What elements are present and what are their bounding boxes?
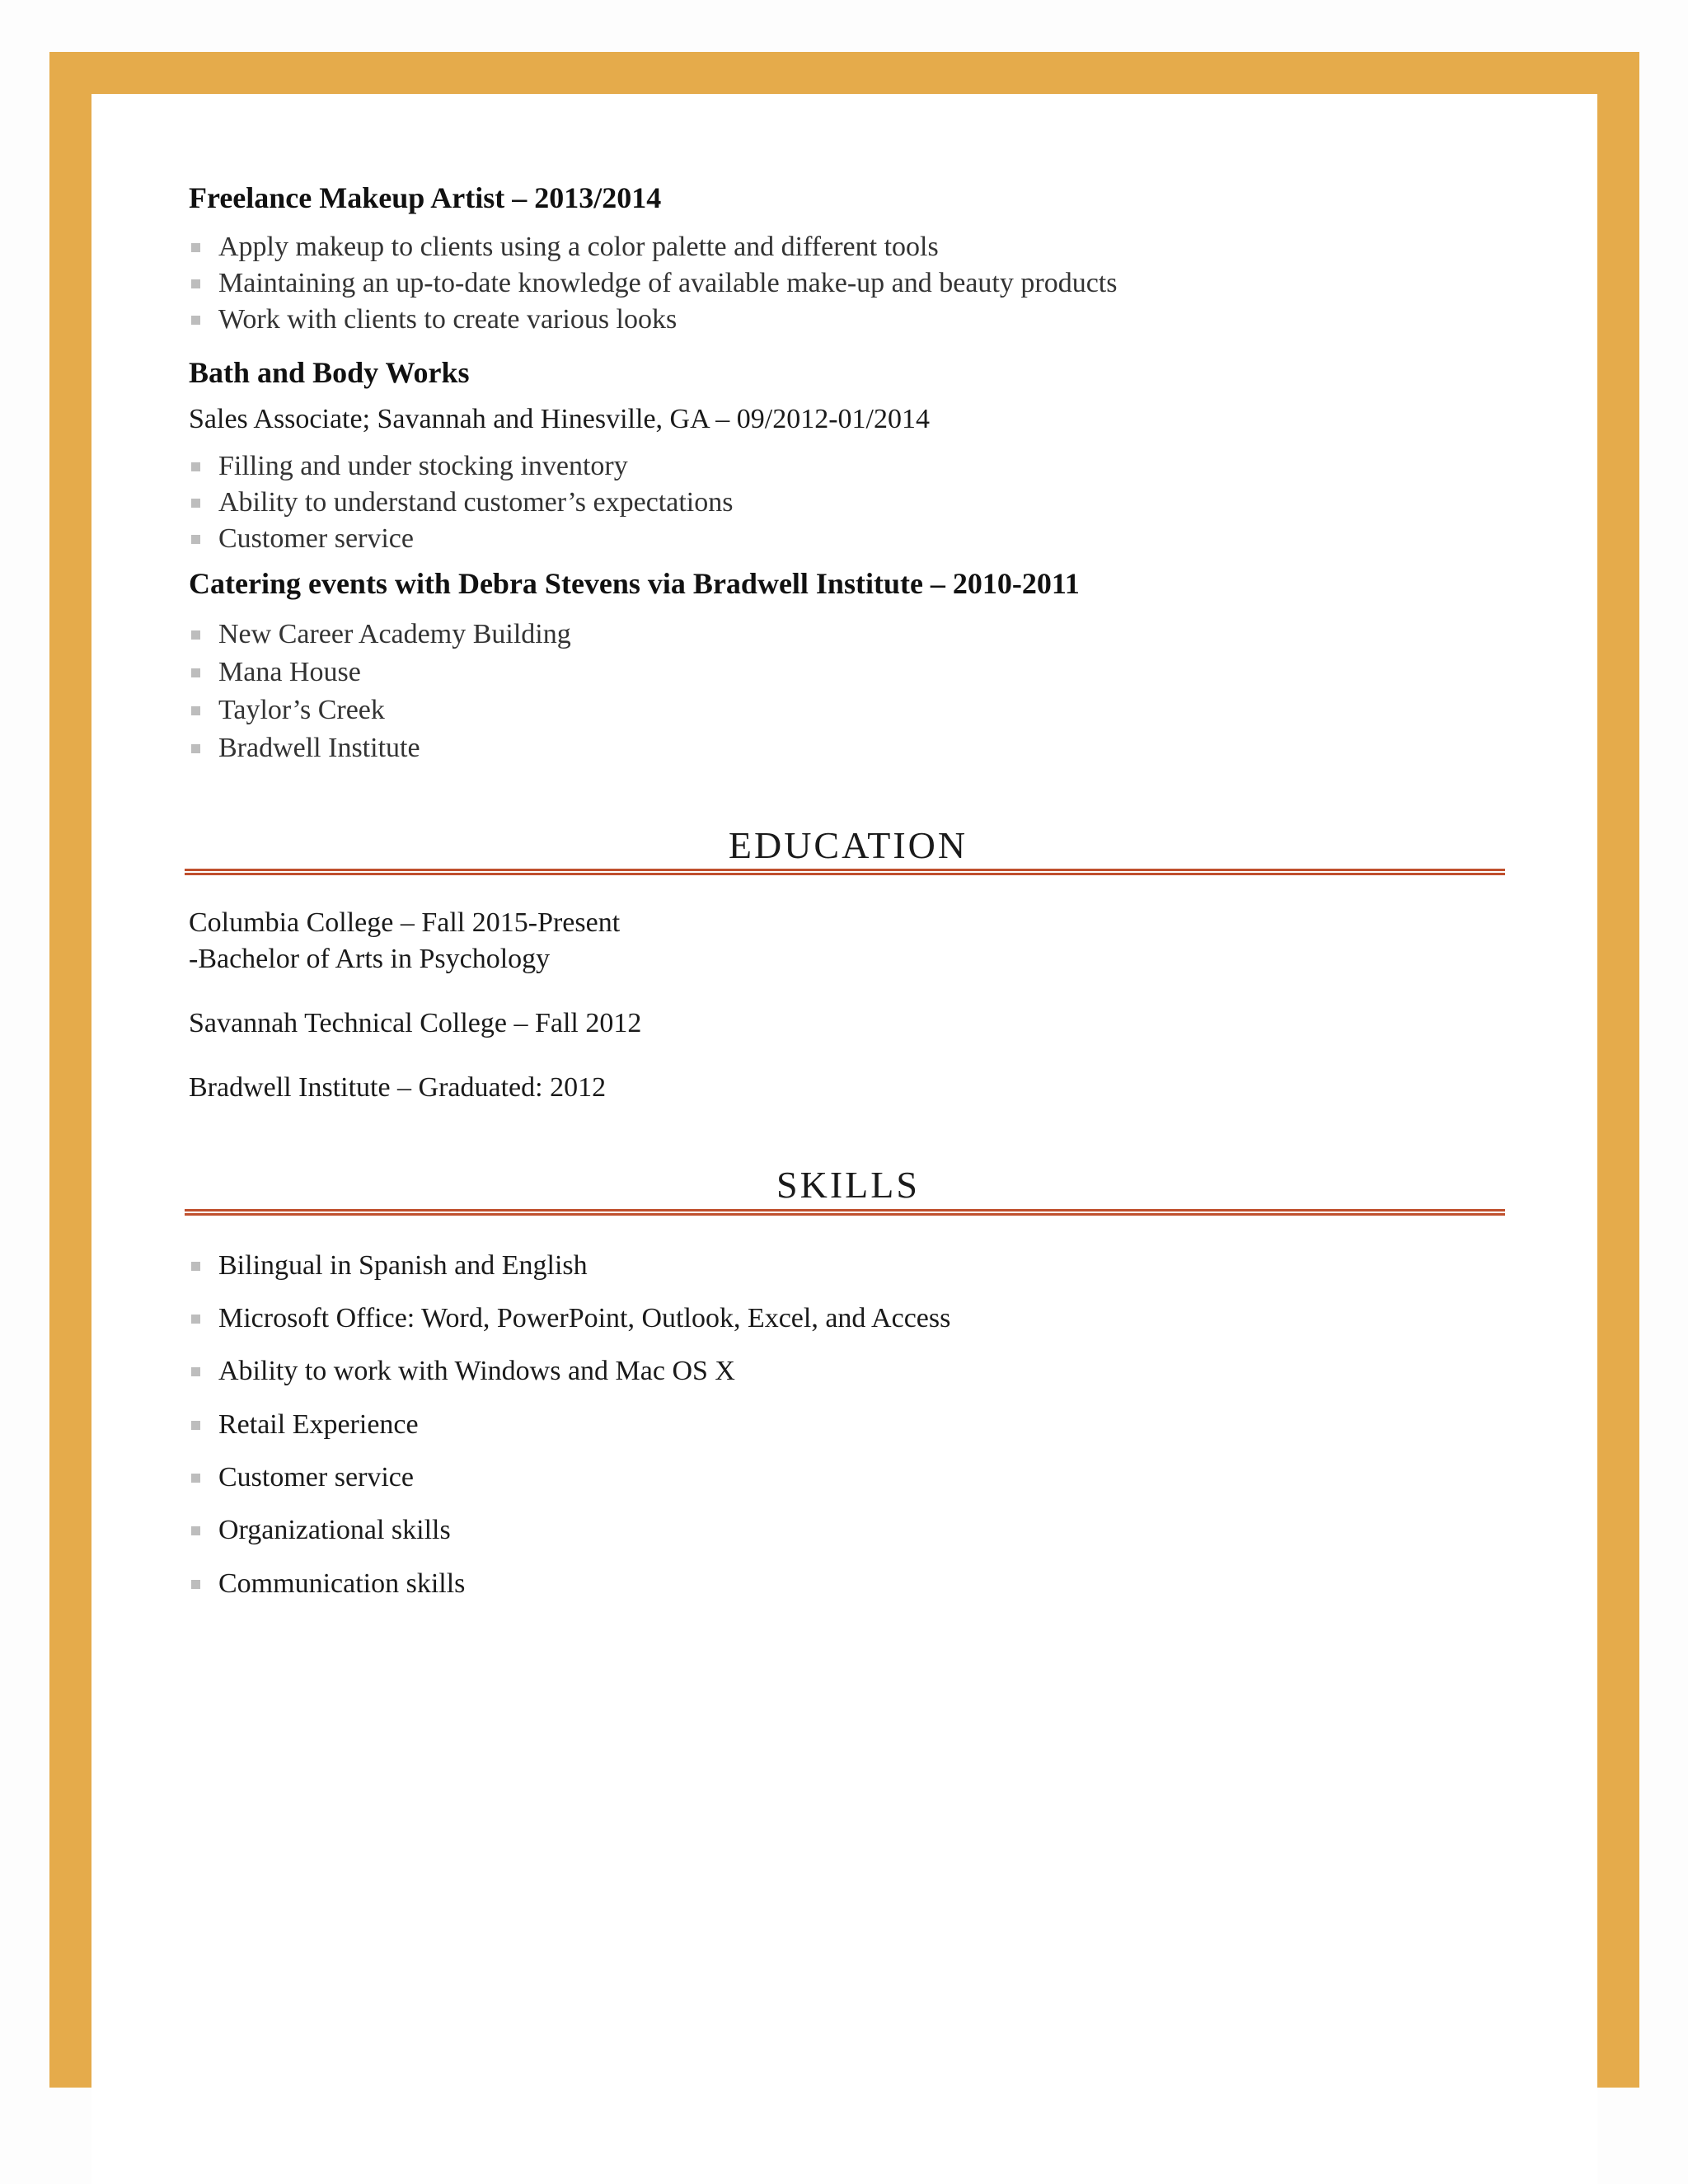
square-bullet-icon — [191, 1526, 200, 1535]
square-bullet-icon — [191, 744, 200, 753]
square-bullet-icon — [191, 706, 200, 715]
square-bullet-icon — [191, 316, 200, 325]
square-bullet-icon — [191, 243, 200, 252]
section-heading-education: EDUCATION — [728, 824, 968, 866]
education-entry: Columbia College – Fall 2015-Present — [189, 907, 621, 938]
job-title: Freelance Makeup Artist – 2013/2014 — [189, 181, 662, 214]
section-divider — [185, 1209, 1505, 1216]
education-degree: -Bachelor of Arts in Psychology — [189, 944, 551, 974]
square-bullet-icon — [191, 462, 200, 471]
square-bullet-icon — [191, 1367, 200, 1376]
section-heading-skills: SKILLS — [776, 1164, 920, 1206]
square-bullet-icon — [191, 1580, 200, 1589]
square-bullet-icon — [191, 668, 200, 677]
education-entry: Savannah Technical College – Fall 2012 — [189, 1008, 642, 1038]
job-title: Bath and Body Works — [189, 356, 470, 389]
education-entry: Bradwell Institute – Graduated: 2012 — [189, 1072, 607, 1103]
square-bullet-icon — [191, 630, 200, 640]
square-bullet-icon — [191, 1474, 200, 1483]
job-subtitle: Sales Associate; Savannah and Hinesville, GA – 09/2012-01/2014 — [189, 404, 930, 434]
square-bullet-icon — [191, 499, 200, 508]
section-divider — [185, 869, 1505, 875]
square-bullet-icon — [191, 1262, 200, 1271]
square-bullet-icon — [191, 1315, 200, 1324]
square-bullet-icon — [191, 535, 200, 544]
job-title: Catering events with Debra Stevens via Bradwell Institute – 2010-2011 — [189, 567, 1080, 600]
square-bullet-icon — [191, 279, 200, 288]
square-bullet-icon — [191, 1421, 200, 1430]
